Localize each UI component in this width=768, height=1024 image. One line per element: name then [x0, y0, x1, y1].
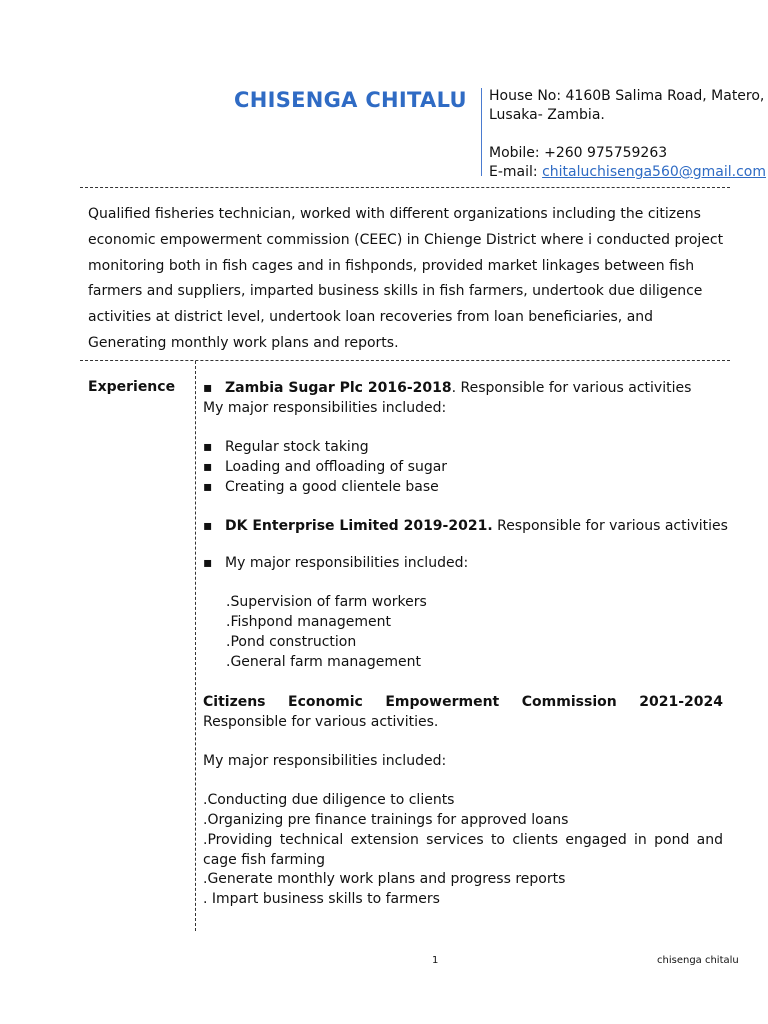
bullet-icon: ▪ [203, 380, 213, 396]
list-item: .Organizing pre finance trainings for approved loans [203, 812, 569, 828]
bullet-icon: ▪ [203, 459, 213, 475]
column-divider [195, 361, 196, 931]
job-3-intro: My major responsibilities included: [203, 753, 447, 769]
experience-heading: Experience [88, 379, 176, 395]
job-2-intro: ▪ My major responsibilities included: [203, 555, 469, 571]
job-3-desc: Responsible for various activities. [203, 713, 439, 730]
bullet-icon: ▪ [203, 555, 213, 571]
job-2-desc: Responsible for various activities [492, 518, 728, 534]
contact-block [489, 87, 767, 182]
list-item: ▪ Creating a good clientele base [203, 479, 439, 495]
list-item: . Impart business skills to farmers [203, 891, 440, 907]
list-item: .Generate monthly work plans and progress reports [203, 871, 566, 887]
job-1-title: Zambia Sugar Plc 2016-2018 [225, 380, 452, 396]
header-divider [481, 88, 482, 176]
list-item: .Conducting due diligence to clients [203, 792, 455, 808]
list-item: ▪ Loading and offloading of sugar [203, 459, 448, 475]
mobile-number: Mobile: +260 975759263 [489, 145, 668, 161]
list-item: .General farm management [226, 654, 421, 670]
email-label: E-mail: [489, 164, 543, 180]
email-line [489, 163, 767, 182]
section-divider-experience [80, 360, 730, 361]
list-item: ▪ Regular stock taking [203, 439, 369, 455]
candidate-name: CHISENGA CHITALU [234, 88, 467, 112]
address-line-2: Lusaka- Zambia. [489, 107, 605, 123]
job-2-title: DK Enterprise Limited 2019-2021. [225, 518, 493, 534]
page-number: 1 [432, 955, 439, 966]
footer-author: chisenga chitalu [657, 955, 739, 966]
bullet-icon: ▪ [203, 439, 213, 455]
list-item: .Supervision of farm workers [226, 594, 427, 610]
section-divider-top [80, 187, 730, 188]
bullet-icon: ▪ [203, 479, 213, 495]
job-1-desc: . Responsible for various activities [451, 380, 692, 396]
job-1-intro: My major responsibilities included: [203, 400, 447, 416]
email-link[interactable]: chitaluchisenga560@gmail.com [542, 164, 767, 180]
job-3-title: Citizens Economic Empowerment Commission 2021-2024 [203, 694, 723, 710]
job-2-heading [203, 518, 728, 534]
list-item: .Providing technical extension services to clients engaged in pond and cage fish farming [203, 832, 723, 868]
address-line-1: House No: 4160B Salima Road, Matero, [489, 88, 765, 104]
list-item: .Fishpond management [226, 614, 391, 630]
bullet-icon: ▪ [203, 518, 213, 534]
list-item: .Pond construction [226, 634, 357, 650]
profile-summary: Qualified fisheries technician, worked with different organizations including the citizens economic empowerment commission (CEEC) in Chienge District where i conducted project monitoring both in fish cages and in fishponds, provided market linkages between fish farmers and suppliers, imparted business skills in fish farmers, undertook due diligence activities at district level, undertook loan recoveries from loan beneficiaries, and Generating monthly work plans and reports. [88, 206, 724, 351]
job-1-heading [203, 380, 691, 396]
job-3-heading [203, 693, 723, 732]
